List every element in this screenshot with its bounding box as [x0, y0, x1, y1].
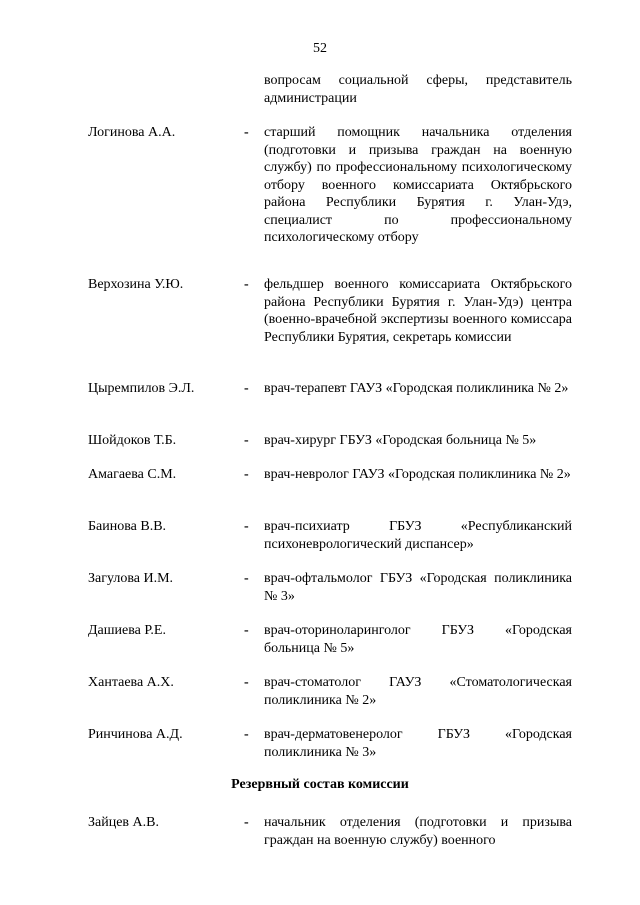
member-name: Логинова А.А.: [88, 125, 176, 140]
member-name: Дашиева Р.Е.: [88, 623, 166, 638]
member-dash: -: [244, 675, 249, 690]
member-name: Шойдоков Т.Б.: [88, 433, 177, 448]
member-description: фельдшер военного комиссариата Октябрьского района Республики Бурятия г. Улан-Удэ) центра (военно-врачебной экспертизы военного комиссара Республики Бурятия, секретарь комиссии: [264, 277, 572, 345]
member-dash: -: [244, 815, 249, 830]
member-dash: -: [244, 125, 249, 140]
member-description: старший помощник начальника отделения (подготовки и призыва граждан на военную службу) по профессиональному психологическому отбору военного комиссариата Октябрьского района Республики Бурятия г. Улан-Удэ, специалист по профессиональному психологическому отбору: [264, 125, 572, 245]
member-name: Амагаева С.М.: [88, 467, 177, 482]
member-dash: -: [244, 381, 249, 396]
member-description: врач-терапевт ГАУЗ «Городская поликлиника № 2»: [264, 381, 569, 396]
member-description: врач-стоматолог ГАУЗ «Стоматологическая поликлиника № 2»: [264, 675, 572, 708]
reserve-heading: Резервный состав комиссии: [231, 777, 409, 792]
member-description: начальник отделения (подготовки и призыва граждан на военную службу) военного: [264, 815, 572, 848]
page-number: 52: [313, 41, 327, 56]
member-name: Зайцев А.В.: [88, 815, 159, 830]
member-description: врач-офтальмолог ГБУЗ «Городская поликлиника № 3»: [264, 571, 572, 604]
member-dash: -: [244, 571, 249, 586]
member-name: Ринчинова А.Д.: [88, 727, 183, 742]
member-name: Верхозина У.Ю.: [88, 277, 184, 292]
member-dash: -: [244, 467, 249, 482]
member-description: врач-невролог ГАУЗ «Городская поликлиника № 2»: [264, 467, 571, 482]
member-dash: -: [244, 277, 249, 292]
continuation-text: вопросам социальной сферы, представитель администрации: [264, 73, 572, 106]
member-dash: -: [244, 519, 249, 534]
member-description: врач-психиатр ГБУЗ «Республиканский психоневрологический диспансер»: [264, 519, 572, 552]
member-dash: -: [244, 433, 249, 448]
member-name: Цыремпилов Э.Л.: [88, 381, 195, 396]
member-name: Загулова И.М.: [88, 571, 174, 586]
member-dash: -: [244, 727, 249, 742]
member-description: врач-оториноларинголог ГБУЗ «Городская больница № 5»: [264, 623, 572, 656]
member-dash: -: [244, 623, 249, 638]
member-description: врач-хирург ГБУЗ «Городская больница № 5»: [264, 433, 537, 448]
member-name: Хантаева А.Х.: [88, 675, 174, 690]
member-name: Баинова В.В.: [88, 519, 167, 534]
member-description: врач-дерматовенеролог ГБУЗ «Городская поликлиника № 3»: [264, 727, 572, 760]
